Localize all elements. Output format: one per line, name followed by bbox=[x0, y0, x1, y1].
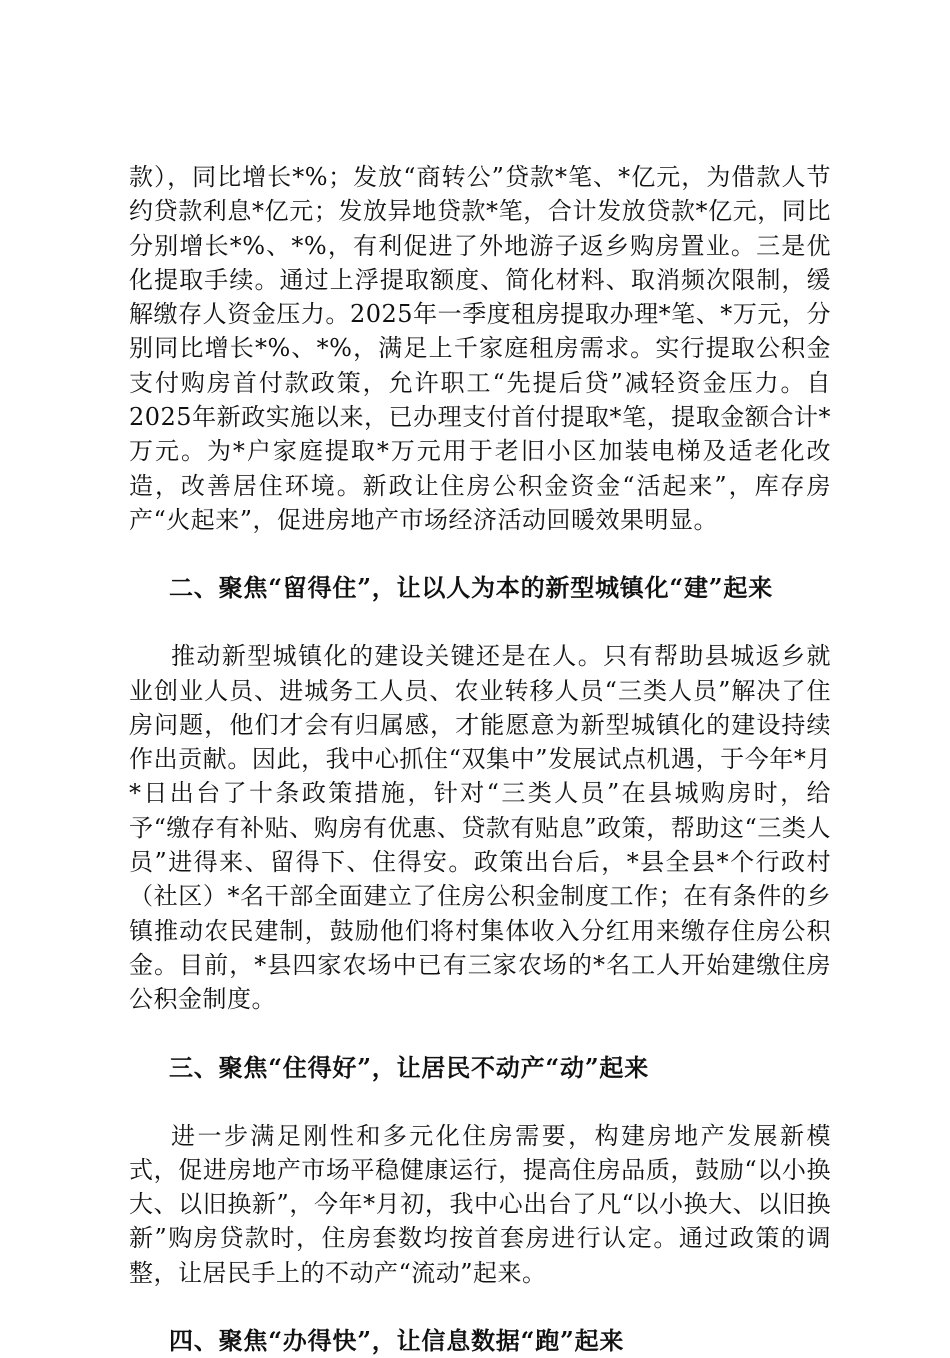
section-heading-4: 四、聚焦“办得快”，让信息数据“跑”起来 bbox=[169, 1326, 625, 1356]
spacer bbox=[129, 537, 831, 571]
paragraph-section-2: 推动新型城镇化的建设关键还是在人。只有帮助县城返乡就业创业人员、进城务工人员、农业转移人员“三类人员”解决了住房问题，他们才会有归属感，才能愿意为新型城镇化的建设持续作出贡献。因此，我中心抓住“双集中”发展试点机遇，于今年*月*日出台了十条政策措施，针对“三类人员”在县城购房时，给予“缴存有补贴、购房有优惠、贷款有贴息”政策，帮助这“三类人员”进得来、留得下、住得安。政策出台后，*县全县*个行政村（社区）*名干部全面建立了住房公积金制度工作；在有条件的乡镇推动农民建制，鼓励他们将村集体收入分红用来缴存住房公积金。目前，*县四家农场中已有三家农场的*名工人开始建缴住房公积金制度。 bbox=[129, 642, 831, 1014]
spacer bbox=[129, 1017, 831, 1051]
section-heading-2: 二、聚焦“留得住”，让以人为本的新型城镇化“建”起来 bbox=[169, 573, 774, 603]
spacer bbox=[129, 1290, 831, 1324]
document-body bbox=[129, 160, 831, 1358]
spacer bbox=[129, 1085, 831, 1119]
paragraph-section-3: 进一步满足刚性和多元化住房需要，构建房地产发展新模式，促进房地产市场平稳健康运行，提高住房品质，鼓励“以小换大、以旧换新”，今年*月初，我中心出台了凡“以小换大、以旧换新”购房贷款时，住房套数均按首套房进行认定。通过政策的调整，让居民手上的不动产“流动”起来。 bbox=[129, 1121, 831, 1287]
paragraph-continued: 款），同比增长*%；发放“商转公”贷款*笔、*亿元，为借款人节约贷款利息*亿元；发放异地贷款*笔，合计发放贷款*亿元，同比分别增长*%、*%，有利促进了外地游子返乡购房置业。三是优化提取手续。通过上浮提取额度、简化材料、取消频次限制，缓解缴存人资金压力。2025年一季度租房提取办理*笔、*万元，分别同比增长*%、*%，满足上千家庭租房需求。实行提取公积金支付购房首付款政策，允许职工“先提后贷”减轻资金压力。自2025年新政实施以来，已办理支付首付提取*笔，提取金额合计*万元。为*户家庭提取*万元用于老旧小区加装电梯及适老化改造，改善居住环境。新政让住房公积金资金“活起来”，库存房产“火起来”，促进房地产市场经济活动回暖效果明显。 bbox=[129, 163, 831, 534]
spacer bbox=[129, 605, 831, 639]
section-heading-3: 三、聚焦“住得好”，让居民不动产“动”起来 bbox=[169, 1052, 650, 1082]
